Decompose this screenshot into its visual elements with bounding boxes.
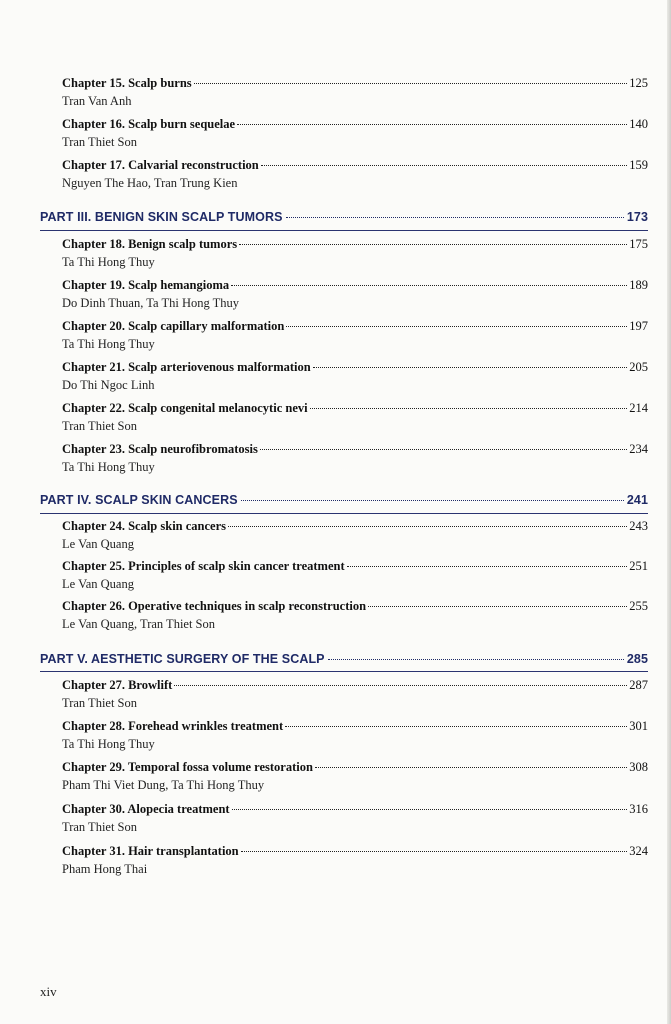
dot-leader <box>286 217 624 218</box>
chapter-title: Chapter 15. Scalp burns <box>62 76 192 90</box>
chapter-title: Chapter 26. Operative techniques in scalp reconstruction <box>62 599 367 613</box>
dot-leader <box>228 526 627 527</box>
toc-chapter-28[interactable] <box>62 719 648 752</box>
chapter-authors: Tran Thiet Son <box>62 419 138 433</box>
part-divider <box>40 671 648 672</box>
dot-leader <box>241 851 628 852</box>
chapter-title: Chapter 25. Principles of scalp skin cancer treatment <box>62 559 345 573</box>
chapter-authors: Le Van Quang, Tran Thiet Son <box>62 617 216 631</box>
page-number: 197 <box>629 319 648 333</box>
toc-chapter-18[interactable] <box>62 237 648 270</box>
chapter-authors: Pham Thi Viet Dung, Ta Thi Hong Thuy <box>62 778 265 792</box>
dot-leader <box>347 566 628 567</box>
chapter-authors: Pham Hong Thai <box>62 862 148 876</box>
page-number: 241 <box>626 493 648 507</box>
part-title: PART V. AESTHETIC SURGERY OF THE SCALP <box>40 652 325 666</box>
chapter-title: Chapter 29. Temporal fossa volume restoration <box>62 760 313 774</box>
page-number: 234 <box>629 442 648 456</box>
chapter-title: Chapter 24. Scalp skin cancers <box>62 519 227 533</box>
page-number: 324 <box>629 844 648 858</box>
toc-chapter-24[interactable] <box>62 519 648 552</box>
chapter-authors: Tran Thiet Son <box>62 696 138 710</box>
chapter-title: Chapter 28. Forehead wrinkles treatment <box>62 719 284 733</box>
chapter-authors: Nguyen The Hao, Tran Trung Kien <box>62 176 238 190</box>
chapter-title: Chapter 19. Scalp hemangioma <box>62 278 230 292</box>
page-number: 214 <box>629 401 648 415</box>
dot-leader <box>232 809 628 810</box>
page-number: 205 <box>629 360 648 374</box>
toc-chapter-20[interactable] <box>62 319 648 352</box>
toc-part-5[interactable] <box>40 652 648 666</box>
page-number: 287 <box>629 678 648 692</box>
dot-leader <box>174 685 627 686</box>
toc-chapter-30[interactable] <box>62 802 648 835</box>
page-folio: xiv <box>40 984 57 999</box>
chapter-authors: Do Thi Ngoc Linh <box>62 378 155 392</box>
chapter-authors: Ta Thi Hong Thuy <box>62 737 155 751</box>
chapter-title: Chapter 21. Scalp arteriovenous malformation <box>62 360 311 374</box>
dot-leader <box>328 659 624 660</box>
dot-leader <box>237 124 627 125</box>
chapter-title: Chapter 27. Browlift <box>62 678 173 692</box>
chapter-authors: Do Dinh Thuan, Ta Thi Hong Thuy <box>62 296 240 310</box>
toc-chapter-16[interactable] <box>62 117 648 150</box>
chapter-authors: Ta Thi Hong Thuy <box>62 337 155 351</box>
chapter-title: Chapter 23. Scalp neurofibromatosis <box>62 442 258 456</box>
chapter-title: Chapter 22. Scalp congenital melanocytic nevi <box>62 401 308 415</box>
chapter-title: Chapter 20. Scalp capillary malformation <box>62 319 285 333</box>
page-number: 308 <box>629 760 648 774</box>
page-number: 316 <box>629 802 648 816</box>
page-number: 175 <box>629 237 648 251</box>
toc-chapter-21[interactable] <box>62 360 648 393</box>
chapter-title: Chapter 16. Scalp burn sequelae <box>62 117 236 131</box>
page-number: 301 <box>629 719 648 733</box>
chapter-title: Chapter 17. Calvarial reconstruction <box>62 158 259 172</box>
chapter-authors: Tran Thiet Son <box>62 820 138 834</box>
toc-chapter-27[interactable] <box>62 678 648 711</box>
toc-chapter-29[interactable] <box>62 760 648 793</box>
toc-part-4[interactable] <box>40 493 648 507</box>
page-number: 285 <box>626 652 648 666</box>
toc-chapter-22[interactable] <box>62 401 648 434</box>
chapter-authors: Ta Thi Hong Thuy <box>62 255 155 269</box>
chapter-authors: Tran Van Anh <box>62 94 132 108</box>
part-title: PART III. BENIGN SKIN SCALP TUMORS <box>40 210 283 224</box>
dot-leader <box>194 83 628 84</box>
dot-leader <box>315 767 627 768</box>
page-number: 125 <box>629 76 648 90</box>
chapter-authors: Tran Thiet Son <box>62 135 138 149</box>
part-title: PART IV. SCALP SKIN CANCERS <box>40 493 238 507</box>
toc-chapter-25[interactable] <box>62 559 648 592</box>
dot-leader <box>239 244 627 245</box>
dot-leader <box>261 165 628 166</box>
page-number: 140 <box>629 117 648 131</box>
dot-leader <box>231 285 627 286</box>
page-edge <box>667 0 671 1024</box>
toc-chapter-26[interactable] <box>62 599 648 632</box>
dot-leader <box>241 500 624 501</box>
page-number: 251 <box>629 559 648 573</box>
page-number: 189 <box>629 278 648 292</box>
part-divider <box>40 513 648 514</box>
dot-leader <box>368 606 627 607</box>
chapter-authors: Ta Thi Hong Thuy <box>62 460 155 474</box>
page-number: 173 <box>626 210 648 224</box>
chapter-authors: Le Van Quang <box>62 537 134 551</box>
toc-chapter-23[interactable] <box>62 442 648 475</box>
dot-leader <box>286 326 627 327</box>
dot-leader <box>260 449 627 450</box>
chapter-title: Chapter 18. Benign scalp tumors <box>62 237 238 251</box>
toc-chapter-19[interactable] <box>62 278 648 311</box>
part-divider <box>40 230 648 231</box>
page-number: 243 <box>629 519 648 533</box>
toc-chapter-31[interactable] <box>62 844 648 877</box>
toc-chapter-17[interactable] <box>62 158 648 191</box>
chapter-authors: Le Van Quang <box>62 577 134 591</box>
chapter-title: Chapter 30. Alopecia treatment <box>62 802 230 816</box>
dot-leader <box>285 726 627 727</box>
dot-leader <box>313 367 628 368</box>
page-number: 255 <box>629 599 648 613</box>
page-number: 159 <box>629 158 648 172</box>
toc-part-3[interactable] <box>40 210 648 224</box>
chapter-title: Chapter 31. Hair transplantation <box>62 844 239 858</box>
toc-chapter-15[interactable] <box>62 76 648 109</box>
dot-leader <box>310 408 628 409</box>
